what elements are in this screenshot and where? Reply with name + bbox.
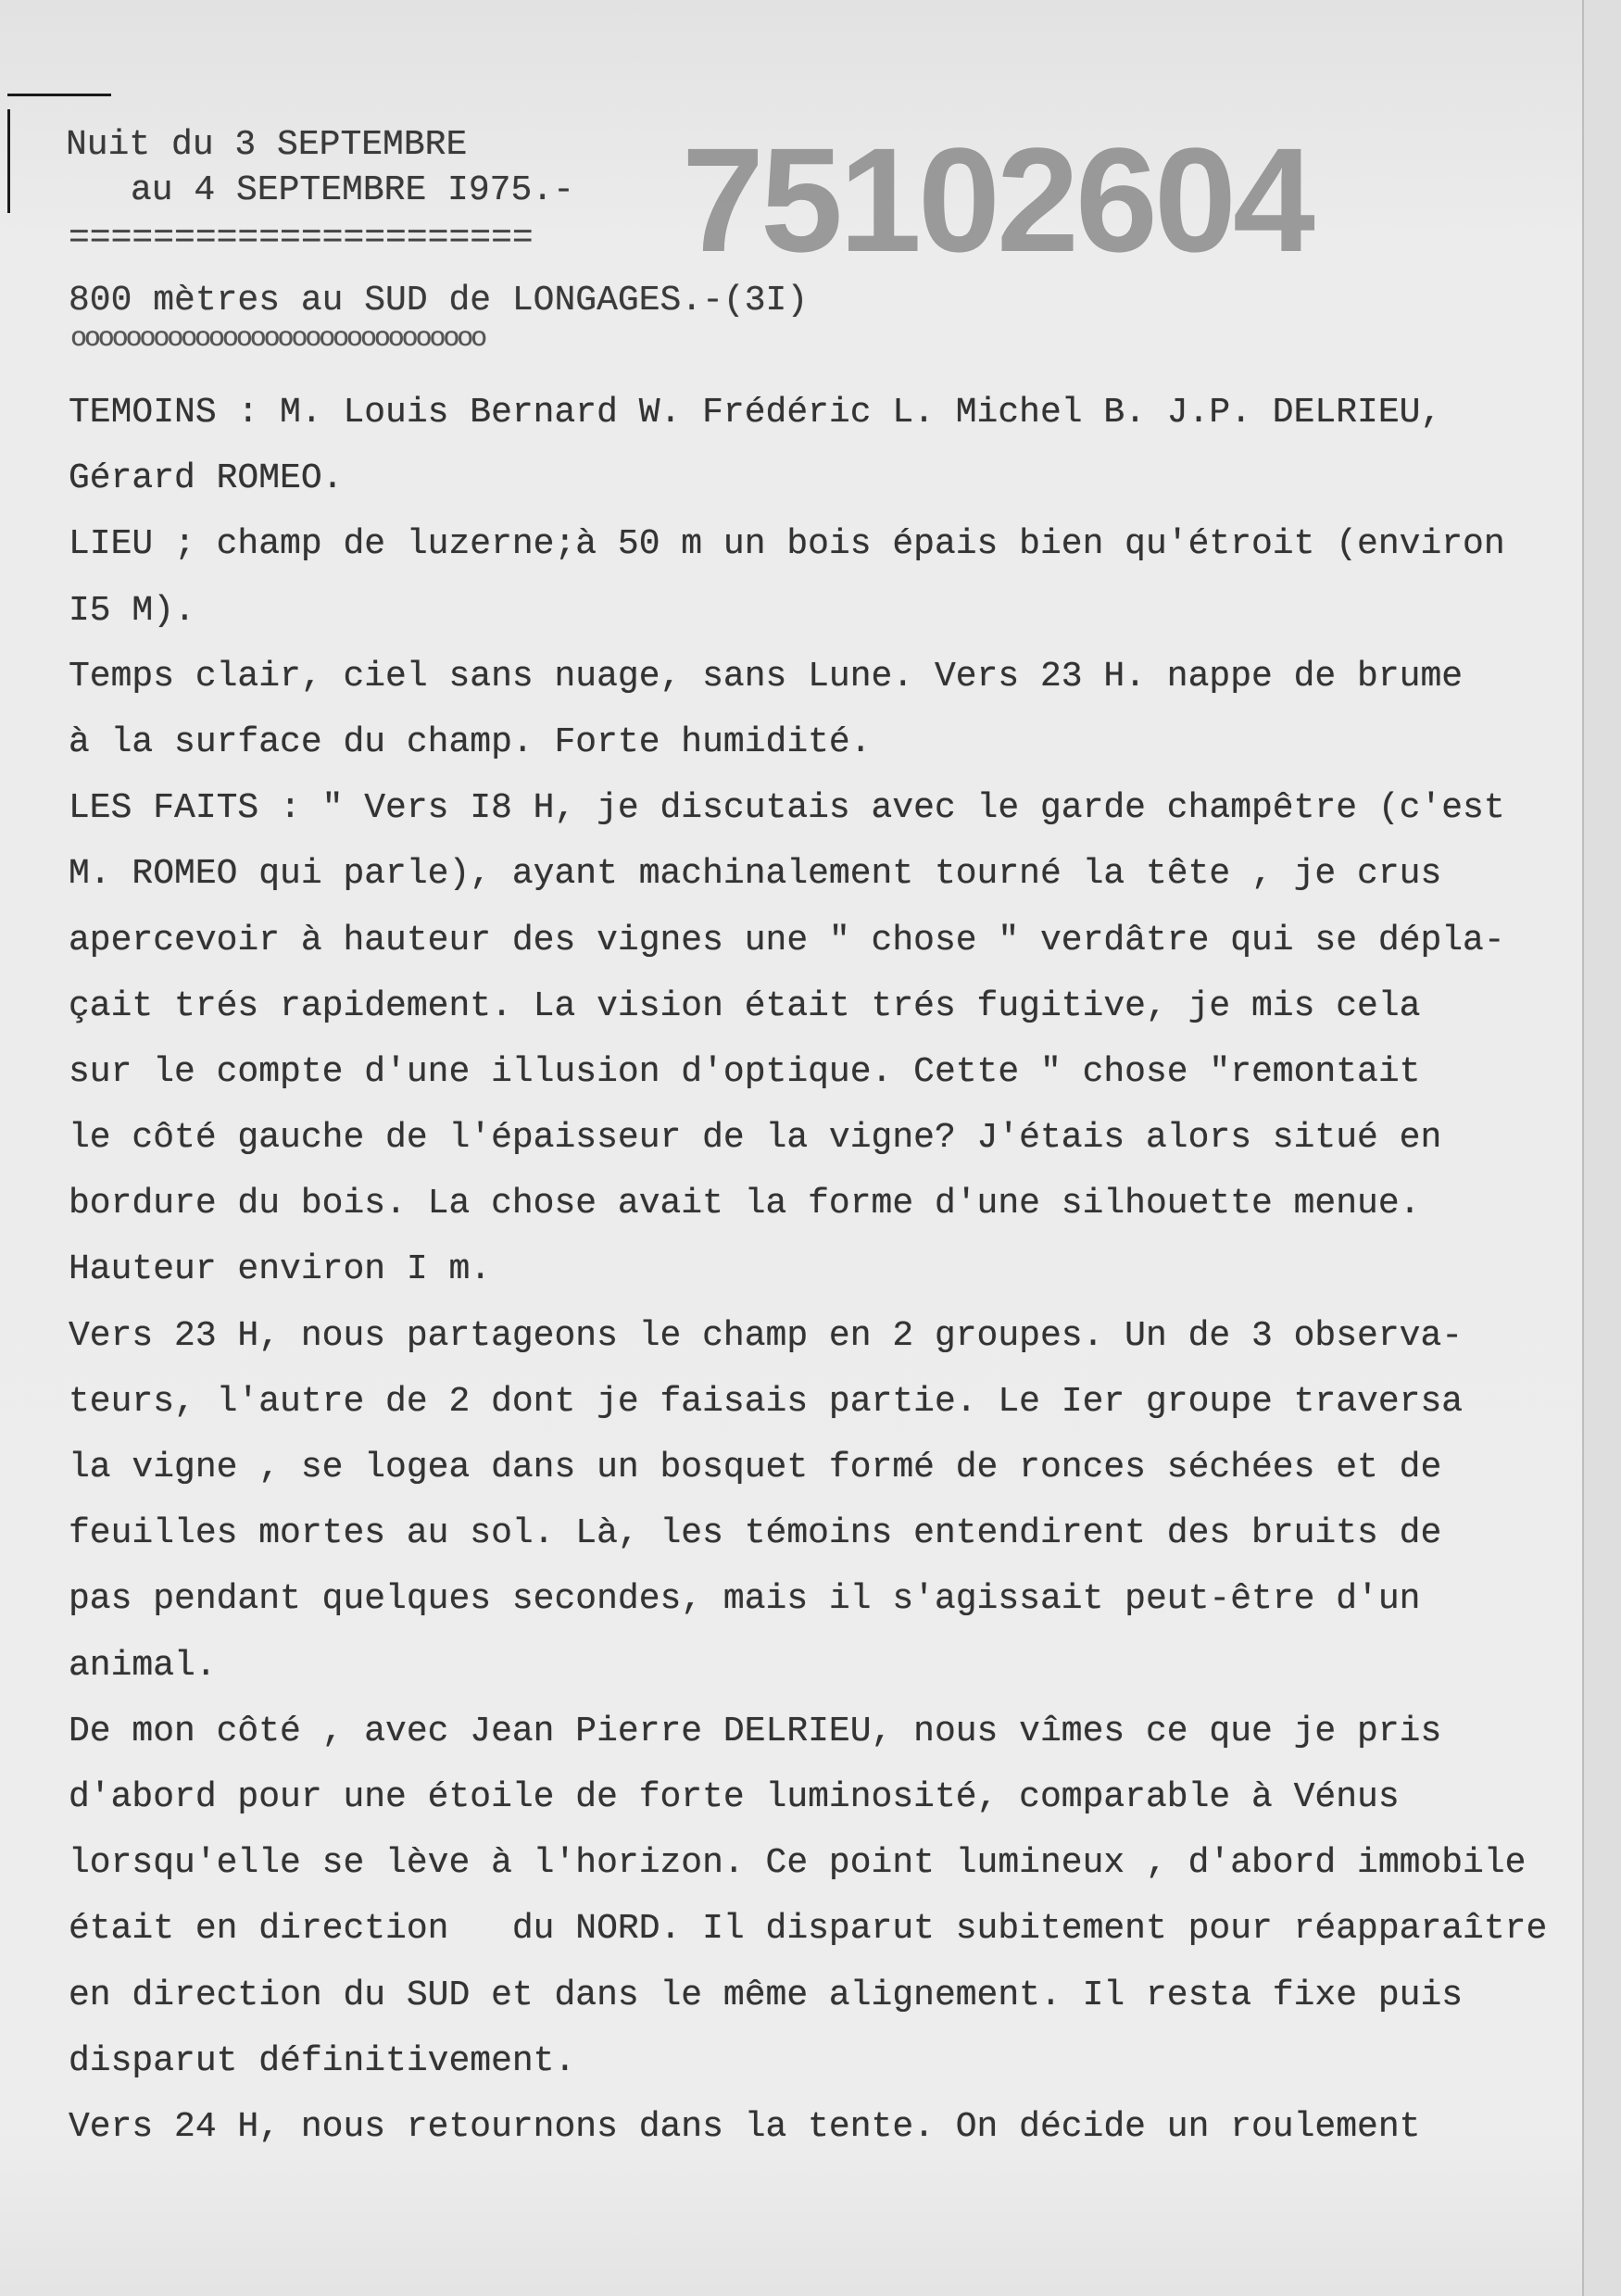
location-title: 800 mètres au SUD de LONGAGES.-(3I) (69, 281, 809, 320)
body-line: Gérard ROMEO. (69, 458, 344, 499)
body-line: LIEU ; champ de luzerne;à 50 m un bois épais bien qu'étroit (environ (69, 524, 1505, 565)
body-line: en direction du SUD et dans le même alignement. Il resta fixe puis (69, 1975, 1464, 2015)
body-line: apercevoir à hauteur des vignes une " chose " verdâtre qui se dépla- (69, 920, 1505, 960)
body-line: feuilles mortes au sol. Là, les témoins entendirent des bruits de (69, 1513, 1442, 1554)
body-line: Hauteur environ I m. (69, 1249, 492, 1290)
body-line: d'abord pour une étoile de forte luminosité, comparable à Vénus (69, 1776, 1400, 1817)
body-line: bordure du bois. La chose avait la forme d'une silhouette menue. (69, 1184, 1421, 1224)
body-line: sur le compte d'une illusion d'optique. Cette " chose "remontait (69, 1051, 1421, 1092)
body-line: pas pendant quelques secondes, mais il s'agissait peut-être d'un (69, 1579, 1421, 1620)
body-line: le côté gauche de l'épaisseur de la vigne? J'étais alors situé en (69, 1118, 1442, 1159)
page-edge (1582, 0, 1621, 2296)
body-line: LES FAITS : " Vers I8 H, je discutais avec le garde champêtre (c'est (69, 788, 1505, 829)
header-double-rule: ====================== (69, 219, 534, 258)
corner-mark-horizontal (7, 94, 111, 96)
body-line: Vers 23 H, nous partageons le champ en 2 groupes. Un de 3 observa- (69, 1315, 1464, 1356)
body-line: Vers 24 H, nous retournons dans la tente. On décide un roulement (69, 2106, 1421, 2147)
body-line: était en direction du NORD. Il disparut subitement pour réapparaître (69, 1909, 1548, 1950)
report-body (69, 380, 1569, 2160)
file-number-stamp: 75102604 (682, 117, 1312, 282)
body-line: I5 M). (69, 590, 195, 631)
date-line-2: au 4 SEPTEMBRE I975.- (131, 170, 574, 210)
body-line: la vigne , se logea dans un bosquet formé de ronces séchées et de (69, 1448, 1442, 1487)
body-line: à la surface du champ. Forte humidité. (69, 721, 872, 762)
body-line: M. ROMEO qui parle), ayant machinalement tourné la tête , je crus (69, 854, 1442, 895)
body-line: animal. (69, 1645, 217, 1686)
body-line: disparut définitivement. (69, 2040, 576, 2081)
body-line: teurs, l'autre de 2 dont je faisais partie. Le Ier groupe traversa (69, 1381, 1464, 1422)
location-rule: oooooooooooooooooooooooooooooo (70, 323, 485, 355)
corner-mark-vertical (7, 109, 10, 213)
body-line: De mon côté , avec Jean Pierre DELRIEU, nous vîmes ce que je pris (69, 1711, 1442, 1751)
body-line: lorsqu'elle se lève à l'horizon. Ce point lumineux , d'abord immobile (69, 1843, 1527, 1884)
body-line: TEMOINS : M. Louis Bernard W. Frédéric L. Michel B. J.P. DELRIEU, (69, 393, 1442, 433)
body-line: çait trés rapidement. La vision était trés fugitive, je mis cela (69, 985, 1421, 1026)
body-line: Temps clair, ciel sans nuage, sans Lune. Vers 23 H. nappe de brume (69, 656, 1464, 696)
date-line-1: Nuit du 3 SEPTEMBRE (66, 125, 468, 165)
